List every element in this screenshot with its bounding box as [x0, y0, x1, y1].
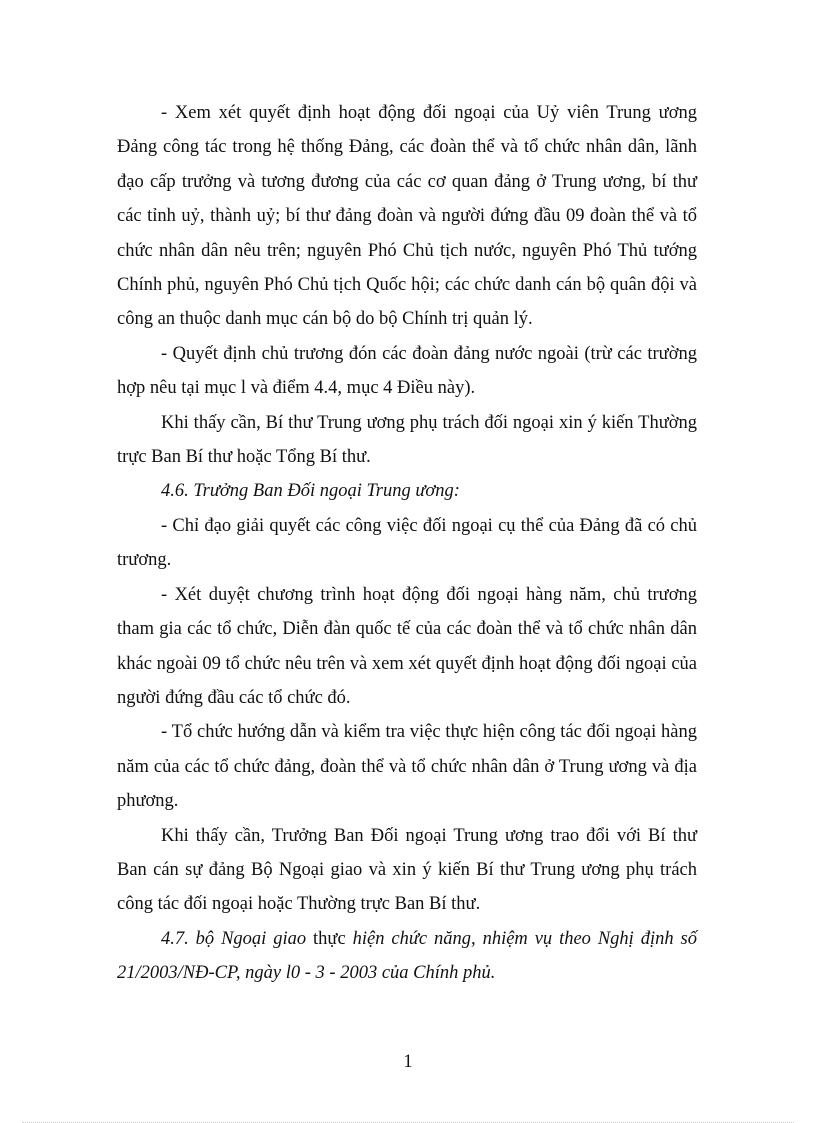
paragraph-direct-work: - Chỉ đạo giải quyết các công việc đối ngoại cụ thể của Đảng đã có chủ trương.	[117, 515, 697, 571]
paragraph-guide-inspect: - Tổ chức hướng dẫn và kiểm tra việc thực hiện công tác đối ngoại hàng năm của các tổ chức đảng, đoàn thể và tổ chức nhân dân ở Trung ương và địa phương.	[117, 722, 697, 812]
paragraph-receive-delegations: - Quyết định chủ trương đón các đoàn đảng nước ngoài (trừ các trường hợp nêu tại mục l và điểm 4.4, mục 4 Điều này).	[117, 343, 697, 399]
paragraph-head-consult: Khi thấy cần, Trưởng Ban Đối ngoại Trung ương trao đổi với Bí thư Ban cán sự đảng Bộ Ngoại giao và xin ý kiến Bí thư Trung ương phụ trách công tác đối ngoại hoặc Thường trực Ban Bí thư.	[117, 825, 697, 915]
document-body	[117, 96, 697, 991]
paragraph-secretary-consult: Khi thấy cần, Bí thư Trung ương phụ trách đối ngoại xin ý kiến Thường trực Ban Bí thư hoặc Tổng Bí thư.	[117, 412, 697, 468]
paragraph-review-decisions: - Xem xét quyết định hoạt động đối ngoại của Uỷ viên Trung ương Đảng công tác trong hệ thống Đảng, các đoàn thể và tổ chức nhân dân, lãnh đạo cấp trưởng và tương đương của các cơ quan đảng ở Trung ương, bí thư các tỉnh uỷ, thành uỷ; bí thư đảng đoàn và người đứng đầu 09 đoàn thể và tổ chức nhân dân nêu trên; nguyên Phó Chủ tịch nước, nguyên Phó Thủ tướng Chính phủ, nguyên Phó Chủ tịch Quốc hội; các chức danh cán bộ quân đội và công an thuộc danh mục cán bộ do bộ Chính trị quản lý.	[117, 103, 697, 330]
heading-4-7-part2: thực	[313, 928, 346, 949]
section-heading-4-6: 4.6. Trưởng Ban Đối ngoại Trung ương:	[161, 481, 460, 502]
section-heading-4-7	[117, 922, 697, 991]
page-number: 1	[403, 1052, 413, 1072]
heading-4-7-part3: hiện chức năng, nhiệm vụ theo Nghị định số 21/2003/NĐ-CP, ngày l0 - 3 - 2003 của Chính phủ.	[117, 928, 697, 984]
paragraph-approve-programs: - Xét duyệt chương trình hoạt động đối ngoại hàng năm, chủ trương tham gia các tổ chức, Diễn đàn quốc tế của các đoàn thể và tổ chức nhân dân khác ngoài 09 tổ chức nêu trên và xem xét quyết định hoạt động đối ngoại của người đứng đầu các tổ chức đó.	[117, 584, 697, 708]
heading-4-7-part1: 4.7. bộ Ngoại giao	[161, 928, 314, 949]
